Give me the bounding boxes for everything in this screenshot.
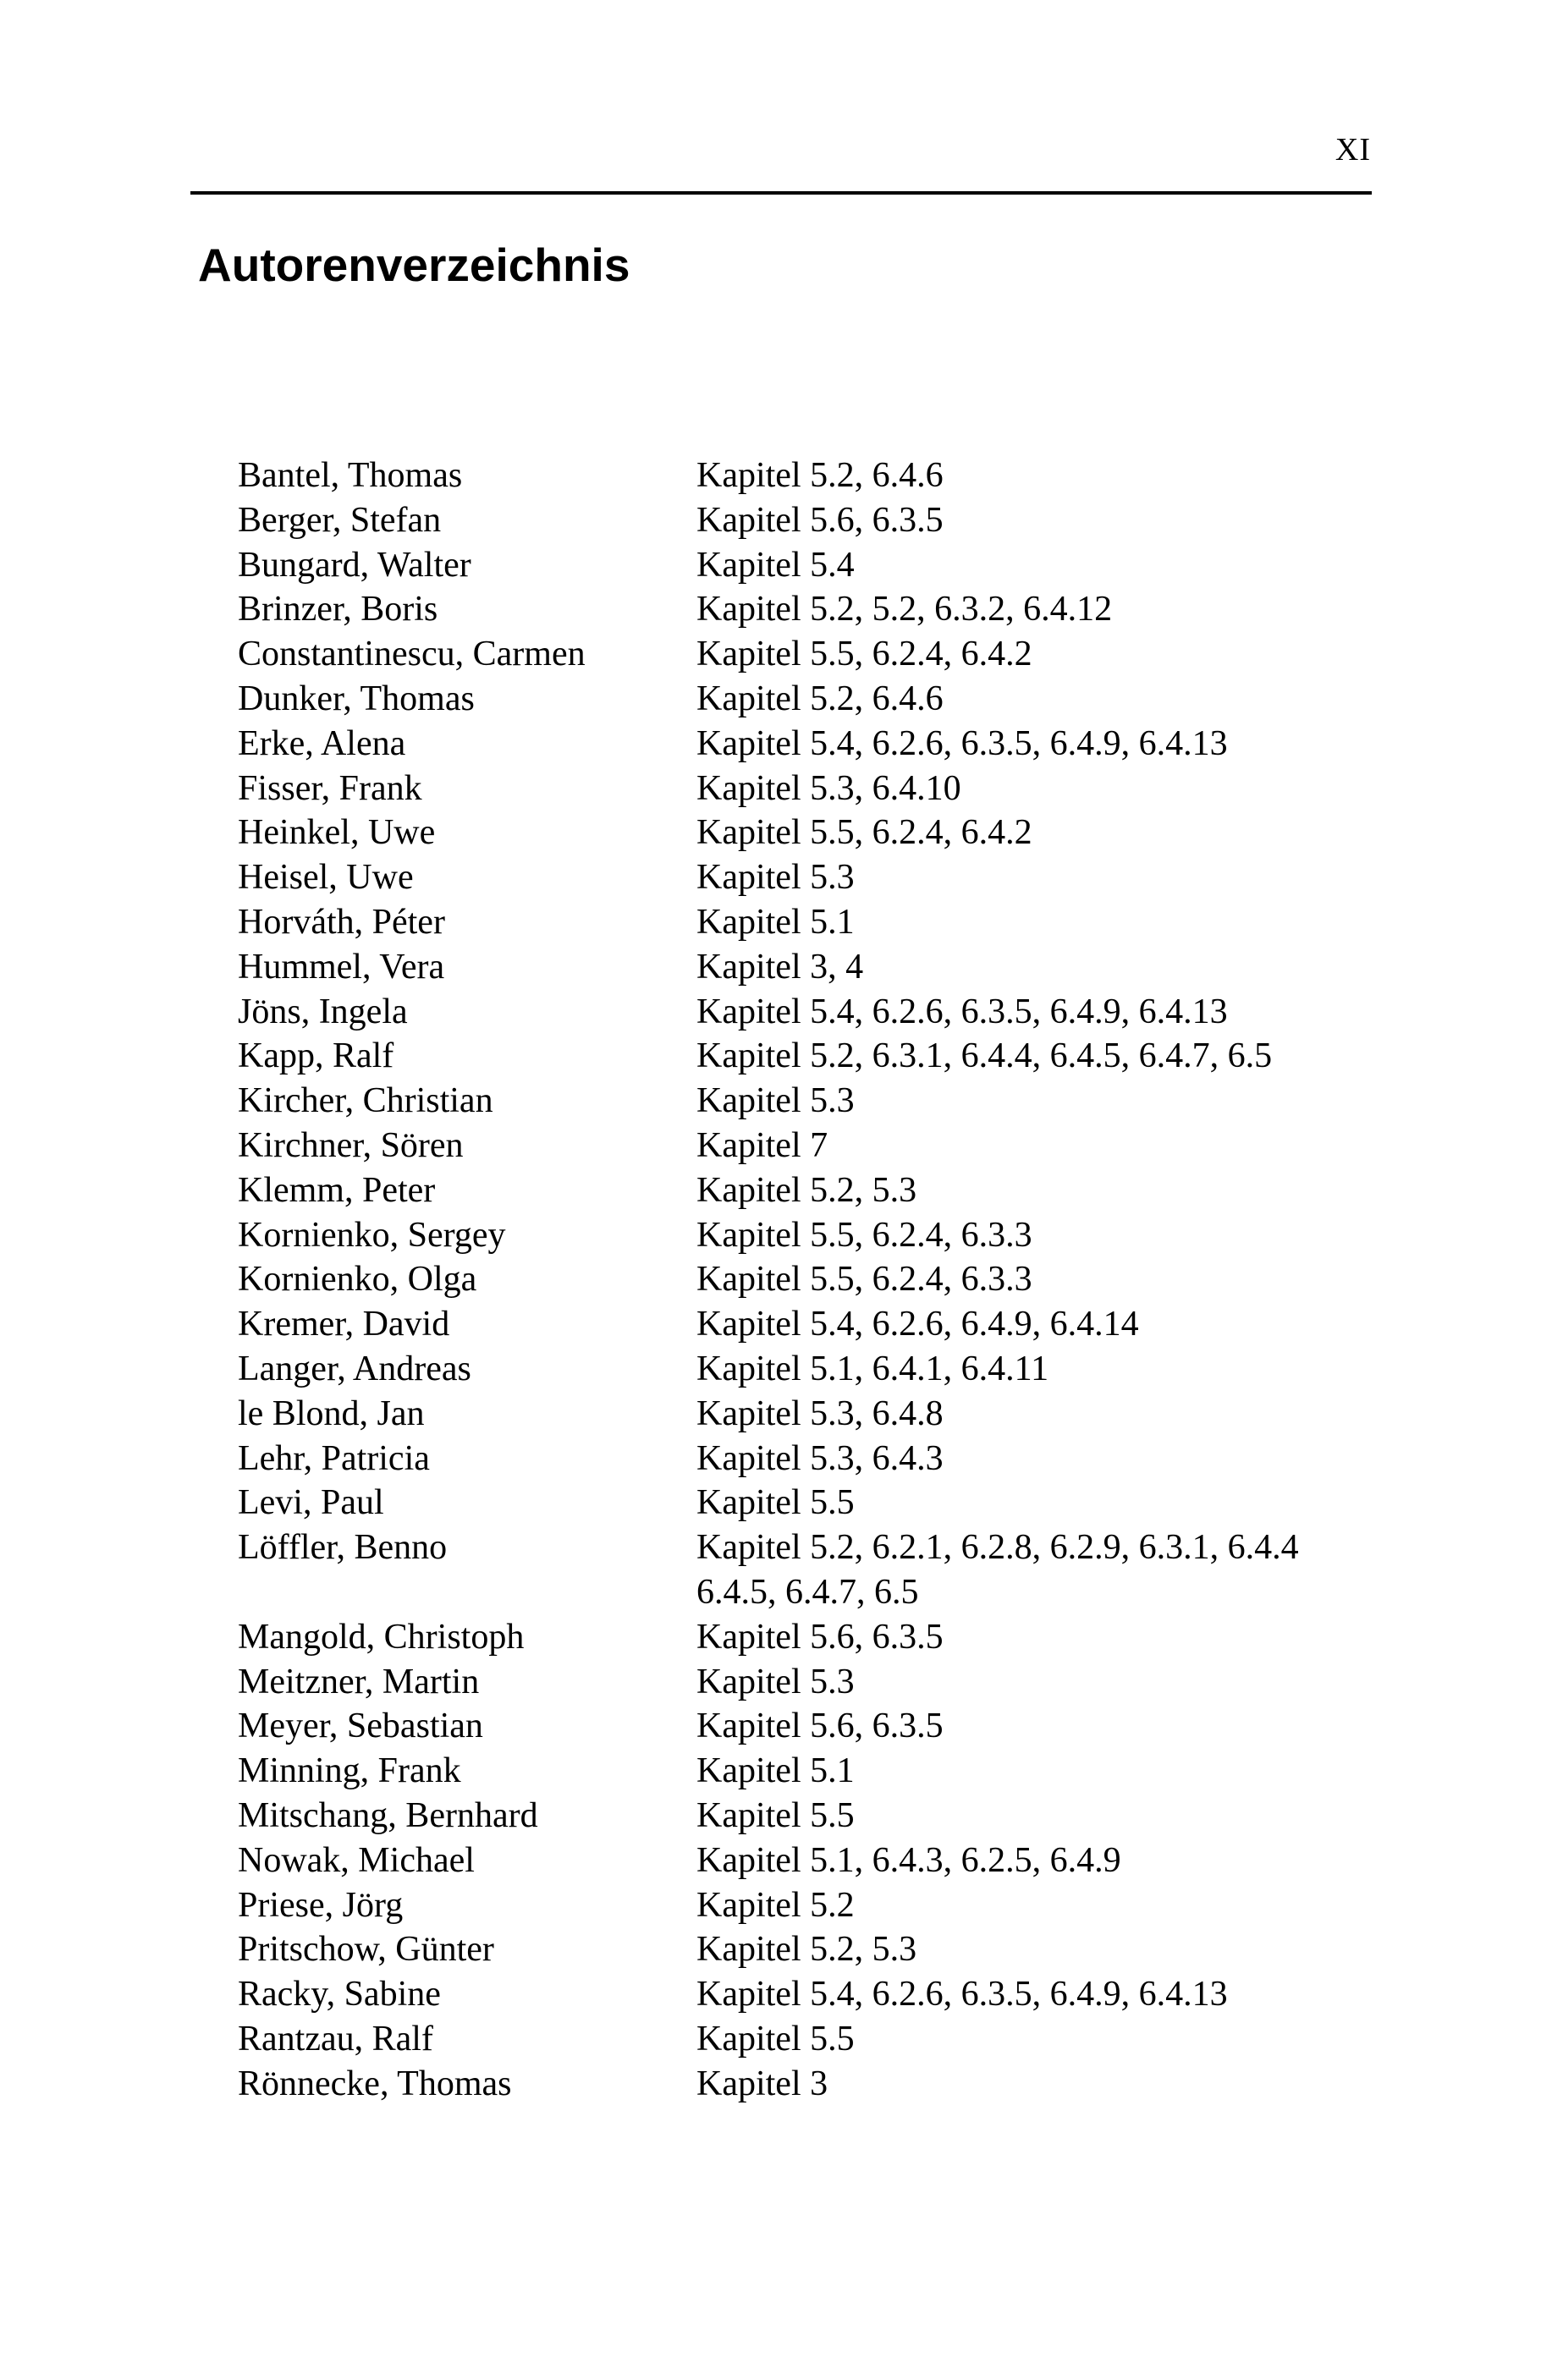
author-chapters: Kapitel 7 — [696, 1125, 828, 1165]
author-name: Langer, Andreas — [238, 1349, 471, 1388]
author-entry — [238, 1660, 1389, 1705]
author-name: Fisser, Frank — [238, 768, 422, 808]
author-entry — [238, 1481, 1389, 1525]
author-entry — [238, 1302, 1389, 1347]
author-entry — [238, 1034, 1389, 1079]
author-chapters: Kapitel 5.3, 6.4.3 — [696, 1438, 944, 1478]
author-chapters: Kapitel 5.3 — [696, 858, 855, 898]
author-entry — [238, 855, 1389, 900]
author-entry — [238, 1124, 1389, 1168]
author-chapters: Kapitel 3 — [696, 2064, 828, 2103]
author-entry — [238, 453, 1389, 498]
author-chapters: Kapitel 5.4, 6.2.6, 6.4.9, 6.4.14 — [696, 1305, 1139, 1344]
author-entry — [238, 1972, 1389, 2017]
author-name: Kircher, Christian — [238, 1081, 493, 1121]
author-name: Brinzer, Boris — [238, 590, 438, 629]
author-name: Löffler, Benno — [238, 1528, 448, 1568]
author-chapters: Kapitel 5.3 — [696, 1081, 855, 1121]
author-chapters: Kapitel 5.3 — [696, 1662, 855, 1701]
author-chapters: Kapitel 5.3, 6.4.10 — [696, 768, 961, 808]
author-chapters: Kapitel 5.1, 6.4.3, 6.2.5, 6.4.9 — [696, 1840, 1121, 1880]
author-name: Kremer, David — [238, 1305, 450, 1344]
author-name: Hummel, Vera — [238, 947, 445, 987]
author-entry — [238, 1704, 1389, 1749]
author-chapters: Kapitel 5.4, 6.2.6, 6.3.5, 6.4.9, 6.4.13 — [696, 992, 1228, 1031]
author-chapters: Kapitel 5.4, 6.2.6, 6.3.5, 6.4.9, 6.4.13 — [696, 1975, 1228, 2014]
page-title: Autorenverzeichnis — [198, 239, 630, 291]
author-name: Berger, Stefan — [238, 500, 442, 540]
author-chapters: Kapitel 5.1 — [696, 1751, 855, 1791]
author-name: Meyer, Sebastian — [238, 1707, 483, 1746]
author-chapters: Kapitel 5.5, 6.2.4, 6.4.2 — [696, 813, 1032, 853]
author-chapters: Kapitel 5.6, 6.3.5 — [696, 1707, 944, 1746]
author-chapters: Kapitel 5.2 — [696, 1885, 855, 1925]
author-entry — [238, 722, 1389, 767]
author-entry — [238, 1257, 1389, 1302]
author-name: Kornienko, Olga — [238, 1260, 477, 1300]
author-chapters: Kapitel 5.6, 6.3.5 — [696, 1617, 944, 1657]
author-entry — [238, 1839, 1389, 1883]
author-chapters: Kapitel 5.4 — [696, 545, 855, 585]
author-list — [238, 453, 1389, 2106]
author-entry — [238, 1168, 1389, 1213]
author-chapters: Kapitel 5.5 — [696, 1795, 855, 1835]
author-name: Heinkel, Uwe — [238, 813, 436, 853]
author-name: Rönnecke, Thomas — [238, 2064, 512, 2103]
author-name: Nowak, Michael — [238, 1840, 475, 1880]
author-name: Mangold, Christoph — [238, 1617, 525, 1657]
author-name: Jöns, Ingela — [238, 992, 408, 1031]
author-name: Lehr, Patricia — [238, 1438, 430, 1478]
header-rule — [190, 191, 1372, 195]
author-name: Racky, Sabine — [238, 1975, 441, 2014]
author-entry — [238, 1392, 1389, 1437]
page-number: XI — [1335, 132, 1371, 168]
author-entry — [238, 990, 1389, 1035]
author-entry — [238, 767, 1389, 811]
author-entry — [238, 1883, 1389, 1928]
author-name: Bantel, Thomas — [238, 456, 463, 495]
author-name: Minning, Frank — [238, 1751, 461, 1791]
author-entry — [238, 2062, 1389, 2107]
author-name: Levi, Paul — [238, 1483, 384, 1523]
author-entry — [238, 811, 1389, 855]
author-name: Rantzau, Ralf — [238, 2019, 433, 2058]
author-entry — [238, 945, 1389, 990]
author-chapters: Kapitel 5.2, 6.4.6 — [696, 456, 944, 495]
author-entry — [238, 1437, 1389, 1481]
author-chapters: Kapitel 5.3, 6.4.8 — [696, 1393, 944, 1433]
author-name: Horváth, Péter — [238, 902, 445, 942]
author-entry — [238, 543, 1389, 588]
author-entry — [238, 1079, 1389, 1124]
author-name: Heisel, Uwe — [238, 858, 414, 898]
author-entry — [238, 587, 1389, 632]
author-entry — [238, 1749, 1389, 1794]
author-chapters: Kapitel 3, 4 — [696, 947, 864, 987]
author-chapters: Kapitel 5.2, 5.3 — [696, 1170, 917, 1210]
author-entry — [238, 1615, 1389, 1660]
author-chapters: Kapitel 5.2, 6.2.1, 6.2.8, 6.2.9, 6.3.1, 6.4.4 6.4.5, 6.4.7, 6.5 — [696, 1528, 1299, 1612]
author-entry — [238, 498, 1389, 543]
author-chapters: Kapitel 5.1 — [696, 902, 855, 942]
author-name: Meitzner, Martin — [238, 1662, 480, 1701]
author-chapters: Kapitel 5.5 — [696, 2019, 855, 2058]
author-chapters: Kapitel 5.5, 6.2.4, 6.4.2 — [696, 635, 1032, 674]
author-name: Kirchner, Sören — [238, 1125, 464, 1165]
author-entry — [238, 1213, 1389, 1258]
author-name: Mitschang, Bernhard — [238, 1795, 538, 1835]
author-entry — [238, 677, 1389, 722]
author-chapters: Kapitel 5.5, 6.2.4, 6.3.3 — [696, 1260, 1032, 1300]
author-entry — [238, 1927, 1389, 1972]
author-name: Klemm, Peter — [238, 1170, 436, 1210]
author-chapters: Kapitel 5.5 — [696, 1483, 855, 1523]
author-name: Erke, Alena — [238, 723, 406, 763]
author-chapters: Kapitel 5.2, 5.3 — [696, 1930, 917, 1970]
author-entry — [238, 2017, 1389, 2062]
author-name: Priese, Jörg — [238, 1885, 404, 1925]
author-name: le Blond, Jan — [238, 1393, 425, 1433]
author-chapters: Kapitel 5.1, 6.4.1, 6.4.11 — [696, 1349, 1049, 1388]
author-chapters: Kapitel 5.2, 6.4.6 — [696, 679, 944, 718]
author-name: Kapp, Ralf — [238, 1036, 394, 1076]
author-chapters: Kapitel 5.2, 6.3.1, 6.4.4, 6.4.5, 6.4.7, 6.5 — [696, 1036, 1273, 1076]
author-entry — [238, 1347, 1389, 1392]
author-chapters: Kapitel 5.6, 6.3.5 — [696, 500, 944, 540]
author-chapters: Kapitel 5.2, 5.2, 6.3.2, 6.4.12 — [696, 590, 1113, 629]
author-name: Dunker, Thomas — [238, 679, 475, 718]
author-entry — [238, 900, 1389, 945]
author-entry — [238, 632, 1389, 677]
author-entry — [238, 1794, 1389, 1839]
author-name: Pritschow, Günter — [238, 1930, 494, 1970]
author-name: Constantinescu, Carmen — [238, 635, 586, 674]
author-chapters: Kapitel 5.4, 6.2.6, 6.3.5, 6.4.9, 6.4.13 — [696, 723, 1228, 763]
author-chapters: Kapitel 5.5, 6.2.4, 6.3.3 — [696, 1215, 1032, 1255]
author-name: Bungard, Walter — [238, 545, 471, 585]
author-entry — [238, 1525, 1389, 1615]
author-name: Kornienko, Sergey — [238, 1215, 506, 1255]
